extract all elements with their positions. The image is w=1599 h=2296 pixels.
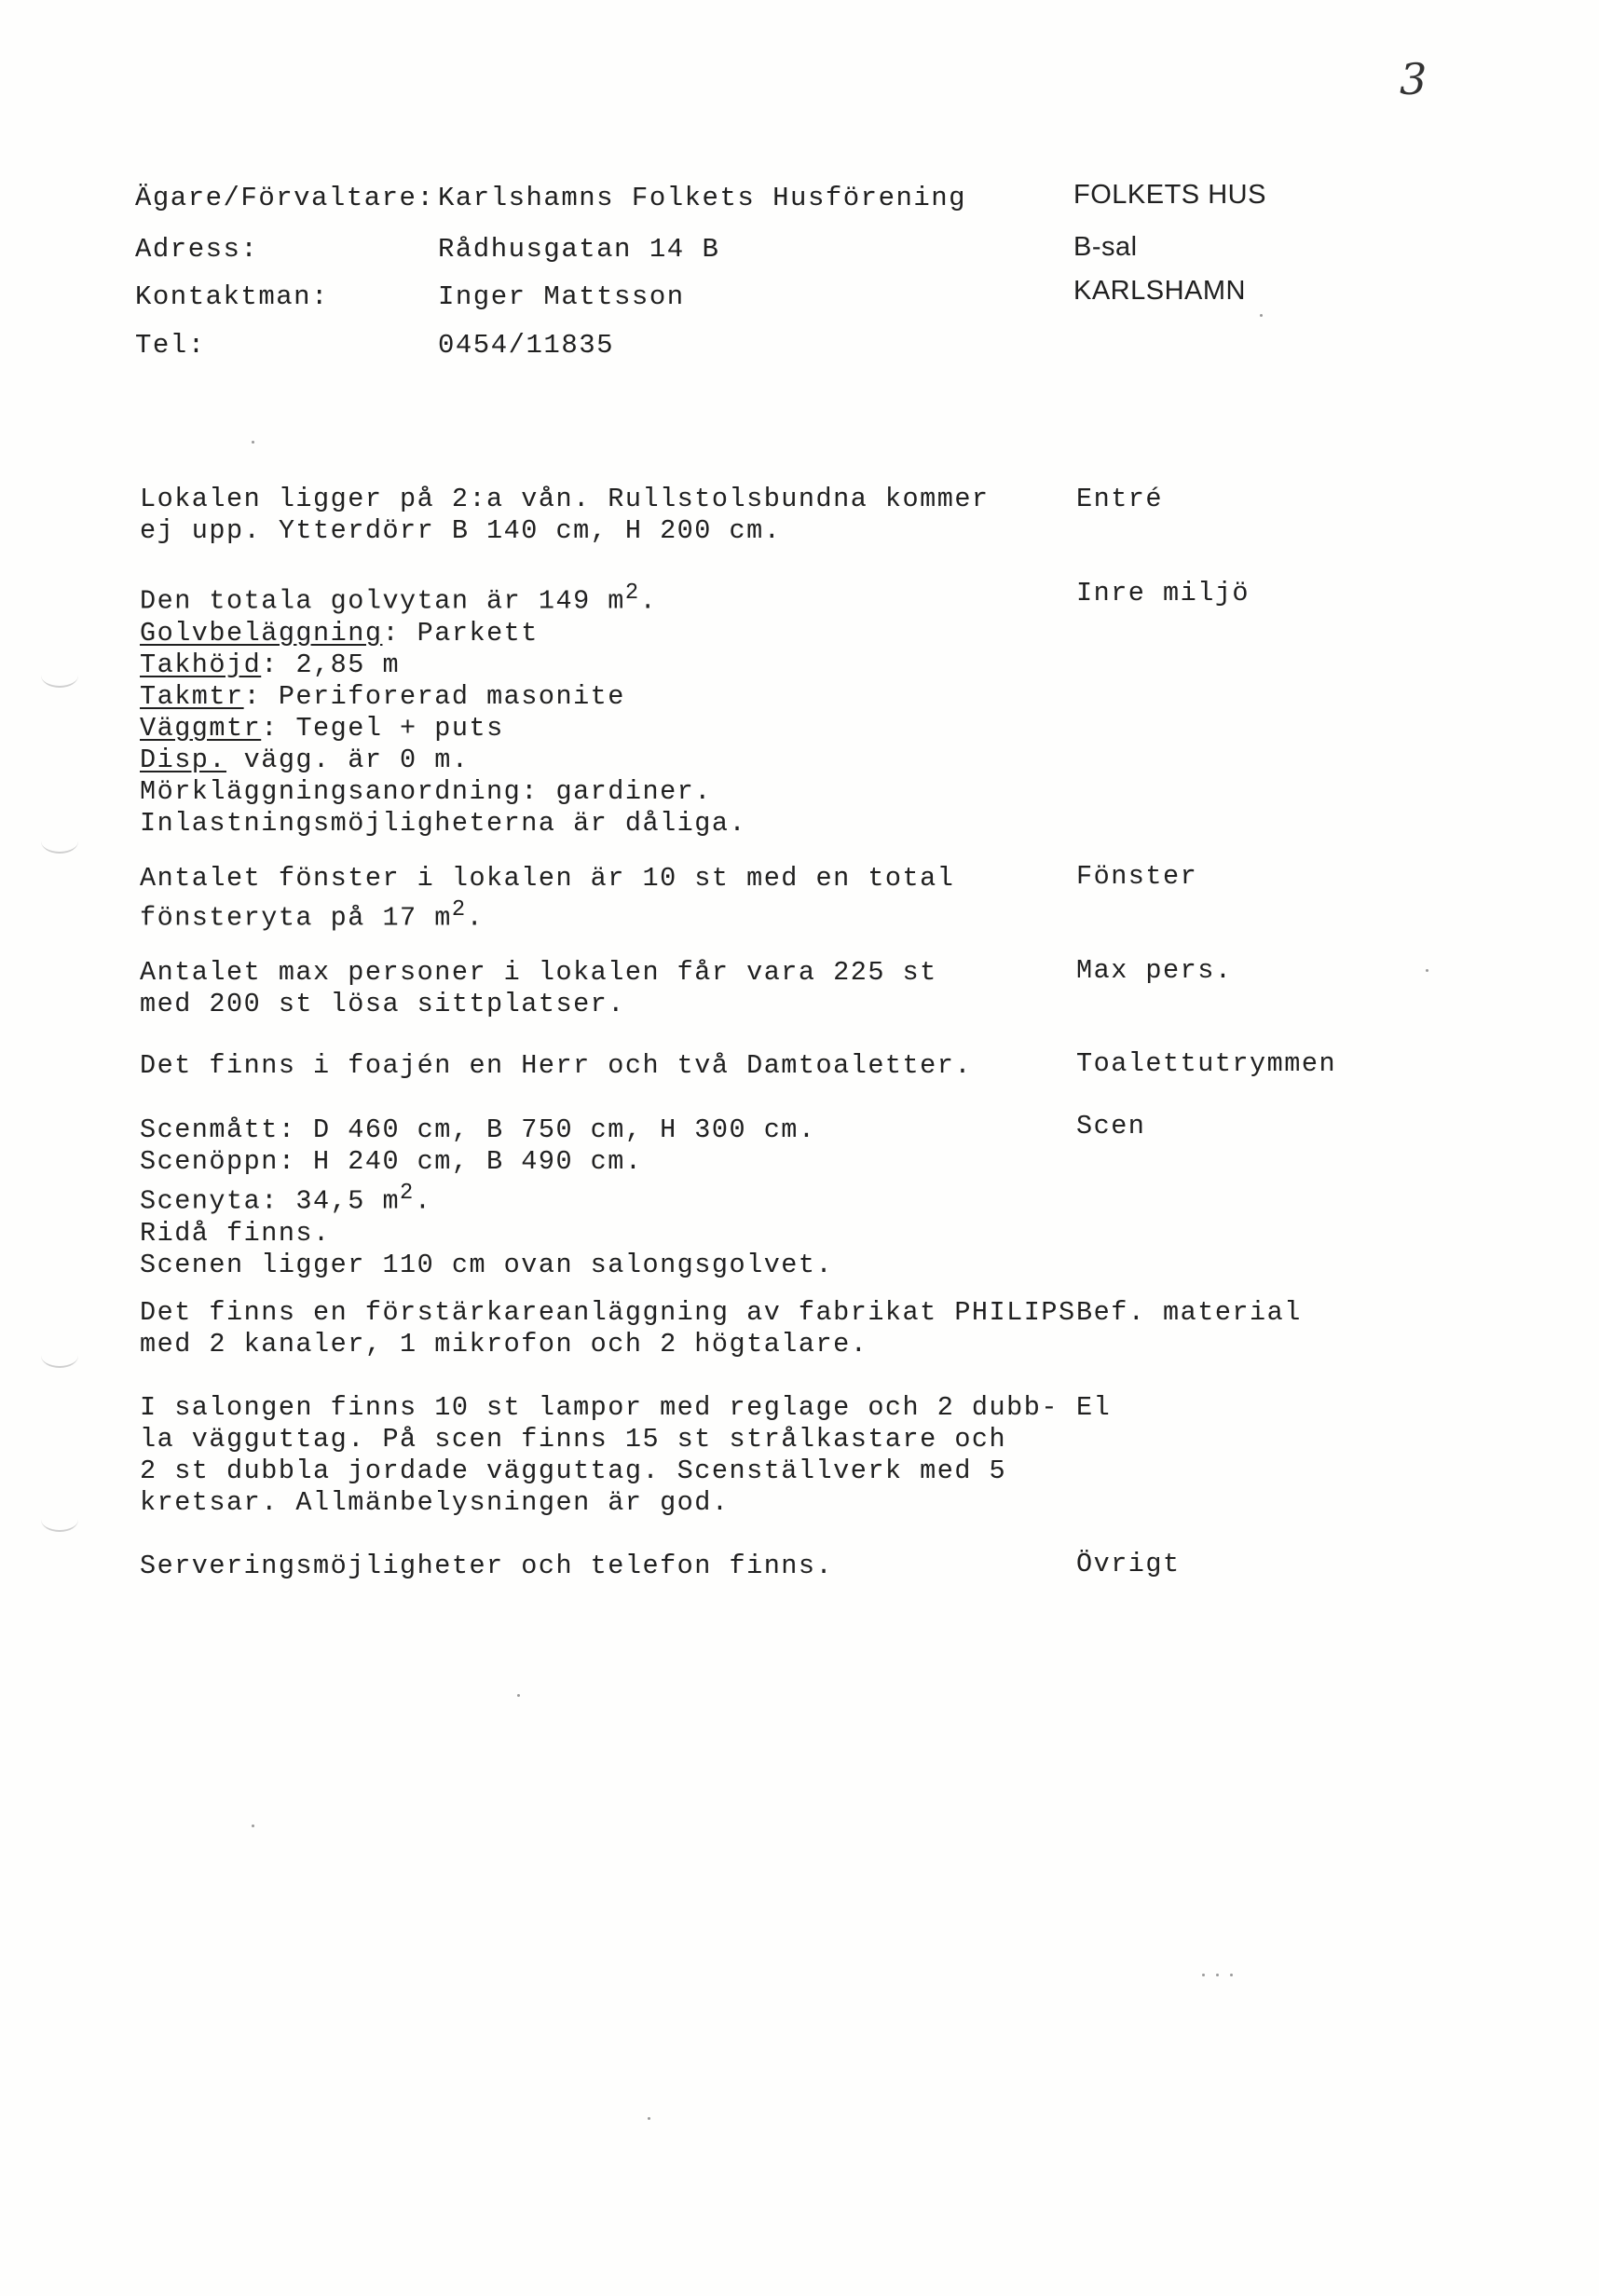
superscript: 2 bbox=[400, 1181, 415, 1206]
electric-line: 2 st dubbla jordade vägguttag. Scenställverk med 5 bbox=[140, 1456, 1007, 1486]
section-entre bbox=[140, 484, 1062, 547]
side-label-bef-material: Bef. material bbox=[1076, 1297, 1302, 1328]
entre-line: ej upp. Ytterdörr B 140 cm, H 200 cm. bbox=[140, 515, 782, 546]
ceiling-height-line bbox=[140, 649, 1062, 681]
phone-value: 0454/11835 bbox=[438, 330, 615, 361]
floor-line bbox=[140, 618, 1062, 649]
side-label-ovrigt: Övrigt bbox=[1076, 1549, 1181, 1579]
scan-speck bbox=[517, 1694, 520, 1697]
section-ovrigt bbox=[140, 1551, 1062, 1582]
owner-value: Karlshamns Folkets Husförening bbox=[438, 183, 967, 213]
disp-wall-value: vägg. är 0 m. bbox=[226, 744, 470, 775]
section-fonster bbox=[140, 863, 1062, 935]
electric-line: I salongen finns 10 st lampor med reglage och 2 dubb- bbox=[140, 1392, 1059, 1423]
section-bef-material bbox=[140, 1297, 1076, 1360]
page-number: 3 bbox=[1400, 54, 1428, 104]
venue-name: FOLKETS HUS bbox=[1073, 180, 1266, 210]
ceiling-height-label: Takhöjd bbox=[140, 649, 262, 680]
phone-label: Tel: bbox=[135, 330, 206, 361]
address-value: Rådhusgatan 14 B bbox=[438, 234, 720, 265]
ceiling-material-label: Takmtr bbox=[140, 680, 244, 712]
address-label: Adress: bbox=[135, 234, 259, 265]
venue-room: B-sal bbox=[1073, 232, 1138, 262]
side-label-toalett: Toalettutrymmen bbox=[1076, 1048, 1337, 1079]
contact-value: Inger Mattsson bbox=[438, 281, 685, 312]
punch-hole-mark bbox=[41, 1508, 78, 1532]
electric-line: kretsar. Allmänbelysningen är god. bbox=[140, 1487, 730, 1518]
ceiling-height-value: : 2,85 m bbox=[261, 649, 401, 680]
section-max-pers bbox=[140, 957, 1062, 1020]
section-inre-miljo bbox=[140, 578, 1062, 840]
scan-speck bbox=[252, 1824, 254, 1827]
floor-value: : Parkett bbox=[382, 617, 539, 649]
scan-speck bbox=[1426, 969, 1428, 972]
toilet-line: Det finns i foajén en Herr och två Damtoaletter. bbox=[140, 1050, 972, 1081]
curtain-line: Ridå finns. bbox=[140, 1217, 331, 1249]
scan-speck bbox=[1260, 314, 1263, 317]
equipment-line: med 2 kanaler, 1 mikrofon och 2 högtalare. bbox=[140, 1329, 868, 1360]
scan-speck bbox=[1230, 1974, 1233, 1976]
stage-opening-line: Scenöppn: H 240 cm, B 490 cm. bbox=[140, 1146, 643, 1177]
section-el bbox=[140, 1392, 1062, 1519]
section-scen bbox=[140, 1114, 1062, 1281]
max-pers-line: med 200 st lösa sittplatser. bbox=[140, 989, 625, 1019]
side-label-inre-miljo: Inre miljö bbox=[1076, 578, 1250, 608]
disp-wall-line bbox=[140, 745, 1062, 776]
scan-speck bbox=[1216, 1974, 1219, 1976]
equipment-line: Det finns en förstärkareanläggning av fabrikat PHILIPS bbox=[140, 1297, 1076, 1328]
floor-area-line: Den totala golvytan är 149 $m^2$. bbox=[140, 581, 658, 617]
contact-label: Kontaktman: bbox=[135, 281, 329, 312]
floor-label: Golvbeläggning bbox=[140, 617, 383, 649]
superscript: 2 bbox=[451, 897, 467, 922]
scan-speck bbox=[648, 2117, 650, 2120]
side-label-entre: Entré bbox=[1076, 484, 1164, 514]
disp-wall-label: Disp. bbox=[140, 744, 227, 775]
scan-speck bbox=[1202, 1974, 1205, 1976]
other-line: Serveringsmöjligheter och telefon finns. bbox=[140, 1551, 834, 1581]
punch-hole-mark bbox=[41, 663, 78, 688]
window-area-line: fönsteryta på 17 $m^2$. bbox=[140, 897, 485, 934]
stage-dimensions-line: Scenmått: D 460 cm, B 750 cm, H 300 cm. bbox=[140, 1114, 816, 1145]
stage-height-line: Scenen ligger 110 cm ovan salongsgolvet. bbox=[140, 1249, 834, 1280]
owner-label: Ägare/Förvaltare: bbox=[135, 183, 435, 213]
side-label-el: El bbox=[1076, 1392, 1112, 1423]
scan-speck bbox=[252, 441, 254, 444]
max-pers-line: Antalet max personer i lokalen får vara 225 st bbox=[140, 957, 937, 988]
punch-hole-mark bbox=[41, 829, 78, 854]
side-label-fonster: Fönster bbox=[1076, 861, 1198, 892]
punch-hole-mark bbox=[41, 1344, 78, 1368]
superscript: 2 bbox=[624, 581, 640, 606]
stage-area-line: Scenyta: 34,5 $m^2$. bbox=[140, 1181, 432, 1217]
loading-line: Inlastningsmöjligheterna är dåliga. bbox=[140, 807, 747, 839]
blackout-line: Mörkläggningsanordning: gardiner. bbox=[140, 775, 712, 807]
wall-material-line bbox=[140, 713, 1062, 745]
wall-material-value: : Tegel + puts bbox=[261, 712, 504, 744]
electric-line: la vägguttag. På scen finns 15 st strålkastare och bbox=[140, 1424, 1007, 1455]
side-label-max-pers: Max pers. bbox=[1076, 955, 1233, 986]
ceiling-material-line bbox=[140, 681, 1062, 713]
wall-material-label: Väggmtr bbox=[140, 712, 262, 744]
entre-line: Lokalen ligger på 2:a vån. Rullstolsbundna kommer bbox=[140, 484, 990, 514]
windows-line: Antalet fönster i lokalen är 10 st med en total bbox=[140, 863, 955, 894]
section-toalett bbox=[140, 1050, 1062, 1082]
ceiling-material-value: : Periforerad masonite bbox=[243, 680, 625, 712]
side-label-scen: Scen bbox=[1076, 1111, 1146, 1141]
venue-city: KARLSHAMN bbox=[1073, 276, 1246, 306]
